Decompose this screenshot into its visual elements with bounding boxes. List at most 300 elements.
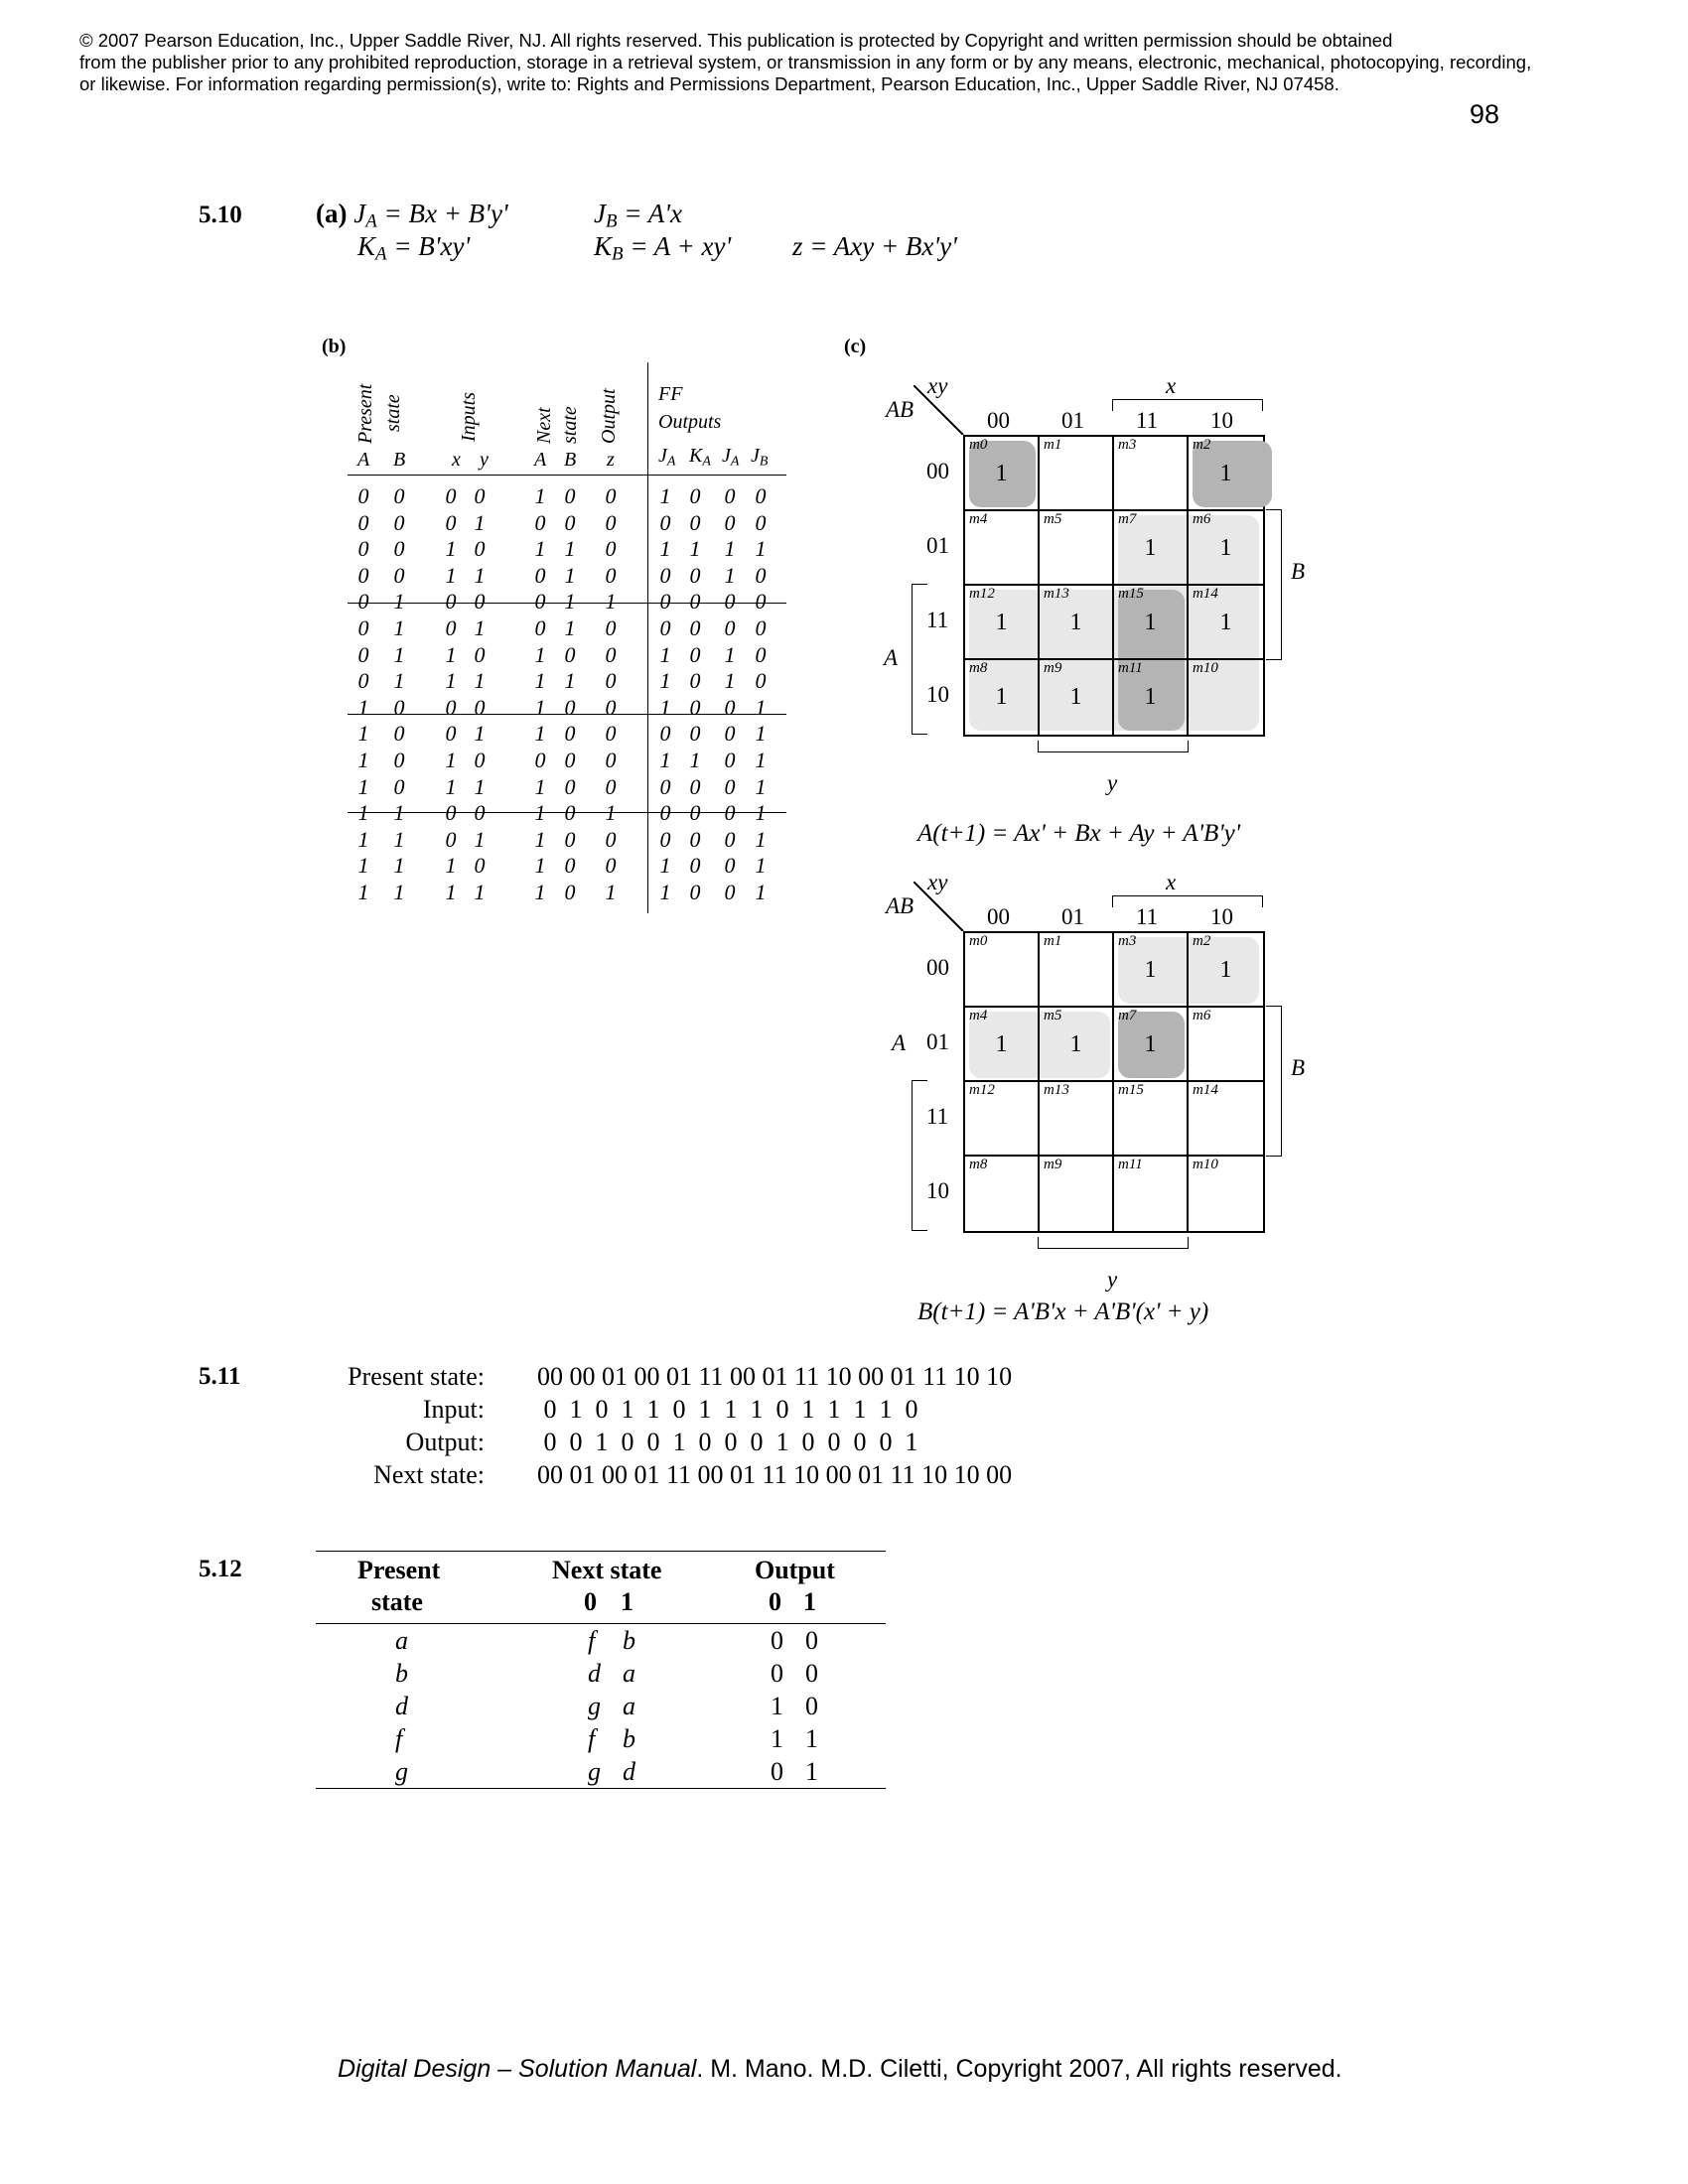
- kmap-value: 1: [1144, 535, 1157, 561]
- table-cell: 0: [689, 800, 701, 826]
- col-y: y: [480, 449, 489, 471]
- table-cell: 0: [605, 483, 617, 508]
- table-cell: 0: [755, 509, 767, 535]
- table-cell: 1: [564, 615, 576, 640]
- table-cell: 1: [605, 880, 617, 904]
- table-cell: 1: [724, 641, 736, 667]
- reduced-table-cell: g: [395, 1757, 408, 1786]
- kmap-cell: [1114, 511, 1189, 586]
- kmap-cell: [965, 1082, 1040, 1157]
- table-cell: 0: [393, 562, 405, 588]
- table-cell: 0: [564, 748, 576, 772]
- table-cell: 0: [605, 536, 617, 562]
- kmap-variable-bracket: [1038, 741, 1189, 752]
- table-cell: 1: [474, 668, 486, 694]
- kmap-value: 1: [1144, 684, 1157, 710]
- reduced-table-cell: a: [623, 1692, 635, 1720]
- problem-number: 5.12: [199, 1556, 242, 1582]
- table-cell: 0: [445, 615, 457, 640]
- minterm-label: m4: [969, 511, 988, 527]
- minterm-label: m10: [1193, 1157, 1218, 1172]
- table-cell: 0: [445, 800, 457, 826]
- seq-values: 00 01 00 01 11 00 01 11 10 00 01 11 10 10 00: [537, 1460, 1013, 1489]
- table-cell: 0: [605, 562, 617, 588]
- reduced-table-cell: 0: [805, 1659, 818, 1688]
- table-cell: 0: [357, 509, 369, 535]
- kmap-variable-bracket: [1266, 1006, 1282, 1157]
- reduced-table-cell: f: [395, 1724, 403, 1753]
- col-A: A: [357, 449, 370, 471]
- reduced-table-cell: 0: [805, 1692, 818, 1720]
- kmap-variable-bracket: [912, 584, 927, 735]
- table-cell: 0: [357, 562, 369, 588]
- minterm-label: m8: [969, 660, 988, 676]
- copyright-line: or likewise. For information regarding permission(s), write to: Rights and Permissions Department, Pearson Education, Inc., Upper Saddle River, NJ 07458.: [79, 73, 1339, 94]
- table-cell: 1: [474, 826, 486, 852]
- kmap-variable-bracket: [1038, 1237, 1189, 1249]
- table-cell: 1: [659, 853, 671, 879]
- table-cell: 1: [689, 536, 701, 562]
- table-cell: 0: [689, 853, 701, 879]
- minterm-label: m13: [1044, 586, 1069, 602]
- col-next-B: B: [564, 449, 577, 471]
- table-cell: 0: [445, 589, 457, 614]
- table-cell: 0: [357, 483, 369, 508]
- kmap-cell: [1189, 1157, 1263, 1231]
- table-cell: 1: [755, 826, 767, 852]
- header-ff-outputs: Outputs: [658, 411, 722, 433]
- table-cell: 0: [393, 773, 405, 799]
- table-cell: 0: [474, 800, 486, 826]
- copyright-line: from the publisher prior to any prohibited reproduction, storage in a retrieval system, or transmission in any form or by any means, electronic, mechanical, photocopying, recording,: [79, 52, 1532, 72]
- kmap-var-b: B: [1291, 1055, 1306, 1080]
- kmap-value: 1: [1219, 461, 1232, 486]
- table-cell: 1: [445, 536, 457, 562]
- table-cell: 1: [393, 668, 405, 694]
- table-cell: 0: [534, 748, 546, 772]
- table-cell: 1: [534, 826, 546, 852]
- table-cell: 1: [659, 880, 671, 904]
- table-cell: 1: [445, 853, 457, 879]
- table-cell: 1: [393, 800, 405, 826]
- table-cell: 1: [393, 826, 405, 852]
- kmap-value: 1: [995, 684, 1008, 710]
- table-cell: 0: [445, 483, 457, 508]
- kmap-value: 1: [1144, 610, 1157, 635]
- kmap-row-label: 01: [926, 1029, 949, 1054]
- minterm-label: m15: [1118, 586, 1144, 602]
- table-cell: 0: [659, 509, 671, 535]
- table-cell: 0: [564, 853, 576, 879]
- kmap-variable-bracket: [1112, 399, 1263, 411]
- kmap-var-y: y: [1107, 1267, 1118, 1292]
- equation-z: z = Axy + Bx'y': [792, 231, 957, 261]
- table-cell: 0: [357, 668, 369, 694]
- table-cell: 0: [445, 826, 457, 852]
- kmap-cell: [1189, 586, 1263, 660]
- table-cell: 0: [605, 668, 617, 694]
- table-cell: 0: [474, 853, 486, 879]
- table-cell: 0: [724, 509, 736, 535]
- part-b-label: (b): [322, 336, 347, 357]
- header-out-0: 0: [769, 1587, 781, 1616]
- reduced-table-cell: f: [588, 1626, 596, 1655]
- kmap-var-xy: xy: [927, 373, 948, 398]
- table-cell: 1: [755, 536, 767, 562]
- header-state: state: [382, 394, 404, 432]
- reduced-table-cell: d: [395, 1692, 408, 1720]
- kmap-col-label: 00: [987, 904, 1010, 929]
- kmap-cell: [1114, 1082, 1189, 1157]
- kmap-cell: [965, 933, 1040, 1008]
- equation-ka: $K_A = B'xy'$: [357, 231, 471, 265]
- table-cell: 1: [393, 853, 405, 879]
- table-cell: 1: [445, 641, 457, 667]
- kmap-value: 1: [1069, 610, 1082, 635]
- table-cell: 1: [659, 483, 671, 508]
- table-cell: 0: [724, 721, 736, 747]
- kmap-cell: [1114, 1008, 1189, 1082]
- footer-title: Digital Design – Solution Manual: [338, 2055, 697, 2083]
- kmap-cell: [1189, 511, 1263, 586]
- col-JA2: $J_A$: [722, 445, 740, 470]
- table-cell: 0: [724, 748, 736, 772]
- table-cell: 0: [659, 589, 671, 614]
- table-cell: 0: [689, 562, 701, 588]
- kmap-cell: [965, 586, 1040, 660]
- reduced-state-table: [316, 1551, 886, 1789]
- kmap-cell: [1114, 437, 1189, 511]
- reduced-table-cell: b: [395, 1659, 408, 1688]
- table-cell: 1: [445, 773, 457, 799]
- kmap-row-label: 00: [926, 955, 949, 980]
- table-cell: 1: [534, 483, 546, 508]
- header-next-state: Next state: [552, 1556, 662, 1584]
- kmap-col-label: 01: [1061, 904, 1084, 929]
- kmap-value: 1: [995, 461, 1008, 486]
- table-cell: 0: [724, 773, 736, 799]
- minterm-label: m11: [1118, 660, 1143, 676]
- table-cell: 0: [393, 748, 405, 772]
- kmap-row-label: 01: [926, 533, 949, 558]
- table-cell: 0: [659, 615, 671, 640]
- header-present: Present: [357, 1556, 441, 1584]
- table-cell: 0: [605, 773, 617, 799]
- table-cell: 0: [564, 509, 576, 535]
- kmap-row-label: 10: [926, 682, 949, 707]
- reduced-table-cell: d: [588, 1659, 601, 1688]
- header-next-state: state: [559, 406, 581, 444]
- minterm-label: m10: [1193, 660, 1218, 676]
- table-cell: 0: [659, 721, 671, 747]
- table-cell: 1: [755, 773, 767, 799]
- kmap-var-y: y: [1107, 770, 1118, 795]
- kmap-cell: [1114, 586, 1189, 660]
- reduced-table-cell: a: [395, 1626, 408, 1655]
- equation-kb: $K_B = A + xy'$: [594, 231, 732, 265]
- table-cell: 0: [689, 773, 701, 799]
- table-cell: 1: [445, 562, 457, 588]
- table-cell: 1: [755, 694, 767, 720]
- kmap-cell: [1040, 437, 1114, 511]
- table-cell: 0: [357, 589, 369, 614]
- seq-label: Next state:: [373, 1460, 485, 1489]
- col-KA: $K_A$: [689, 445, 711, 470]
- table-cell: 0: [393, 721, 405, 747]
- kmap-value: 1: [995, 610, 1008, 635]
- table-cell: 0: [605, 694, 617, 720]
- table-cell: 0: [393, 694, 405, 720]
- table-cell: 1: [393, 641, 405, 667]
- minterm-label: m3: [1118, 437, 1137, 453]
- col-x: x: [452, 449, 461, 471]
- kmap-cell: [1040, 1082, 1114, 1157]
- minterm-label: m7: [1118, 511, 1137, 527]
- kmap-cell: [965, 437, 1040, 511]
- table-cell: 1: [534, 694, 546, 720]
- minterm-label: m0: [969, 437, 988, 453]
- kmap-col-label: 00: [987, 408, 1010, 433]
- table-cell: 0: [659, 826, 671, 852]
- table-cell: 1: [534, 536, 546, 562]
- minterm-label: m12: [969, 1082, 995, 1098]
- table-cell: 1: [445, 880, 457, 904]
- table-cell: 0: [445, 694, 457, 720]
- table-cell: 0: [724, 483, 736, 508]
- table-cell: 0: [605, 853, 617, 879]
- table-cell: 0: [689, 615, 701, 640]
- table-cell: 0: [659, 773, 671, 799]
- table-cell: 1: [357, 694, 369, 720]
- kmap-value: 1: [995, 1031, 1008, 1057]
- table-cell: 0: [605, 641, 617, 667]
- reduced-table-cell: g: [588, 1692, 601, 1720]
- table-cell: 1: [357, 826, 369, 852]
- minterm-label: m9: [1044, 1157, 1062, 1172]
- header-state: state: [371, 1587, 423, 1616]
- minterm-label: m13: [1044, 1082, 1069, 1098]
- table-cell: 1: [534, 853, 546, 879]
- table-cell: 1: [755, 748, 767, 772]
- table-cell: 1: [393, 589, 405, 614]
- table-cell: 0: [689, 694, 701, 720]
- kmap-row-label: 11: [926, 608, 949, 632]
- table-cell: 0: [605, 509, 617, 535]
- table-cell: 1: [534, 800, 546, 826]
- kmap-cell: [965, 511, 1040, 586]
- kmap-corner-diagonal: [914, 882, 973, 931]
- kmap-variable-bracket: [1112, 895, 1263, 907]
- minterm-label: m2: [1193, 933, 1211, 949]
- table-cell: 0: [393, 536, 405, 562]
- table-cell: 0: [605, 748, 617, 772]
- kmap-cell: [965, 660, 1040, 735]
- problem-number: 5.11: [199, 1363, 241, 1390]
- kmap-cell: [1114, 660, 1189, 735]
- table-cell: 0: [689, 641, 701, 667]
- table-cell: 0: [393, 483, 405, 508]
- table-cell: 0: [724, 589, 736, 614]
- kmap-cell: [1040, 1008, 1114, 1082]
- table-cell: 1: [534, 668, 546, 694]
- minterm-label: m0: [969, 933, 988, 949]
- reduced-table-cell: b: [623, 1626, 635, 1655]
- col-next-A: A: [534, 449, 547, 471]
- equation-ja: (a) $J_A = Bx + B'y'$: [316, 199, 508, 232]
- table-cell: 0: [474, 536, 486, 562]
- equation-jb: $J_B = A'x$: [594, 199, 683, 232]
- table-cell: 0: [474, 641, 486, 667]
- kmap-grid: [963, 931, 1265, 1233]
- table-cell: 0: [689, 509, 701, 535]
- reduced-table-body: [316, 1624, 886, 1788]
- part-c-label: (c): [844, 336, 867, 357]
- header-next-0: 0: [584, 1587, 597, 1616]
- minterm-label: m14: [1193, 1082, 1218, 1098]
- table-cell: 0: [445, 721, 457, 747]
- table-cell: 0: [393, 509, 405, 535]
- minterm-label: m1: [1044, 437, 1062, 453]
- kmap-col-label: 11: [1136, 904, 1159, 929]
- equation-a-next: A(t+1) = Ax' + Bx + Ay + A'B'y': [917, 820, 1241, 847]
- kmap-cell: [1040, 1157, 1114, 1231]
- table-cell: 0: [724, 615, 736, 640]
- kmap-cell: [1189, 660, 1263, 735]
- copyright-line: © 2007 Pearson Education, Inc., Upper Saddle River, NJ. All rights reserved. This publication is protected by Copyright and written permission should be obtained: [79, 30, 1393, 51]
- table-cell: 1: [564, 536, 576, 562]
- table-cell: 1: [755, 853, 767, 879]
- kmap-col-label: 01: [1061, 408, 1084, 433]
- minterm-label: m6: [1193, 511, 1211, 527]
- table-cell: 1: [474, 880, 486, 904]
- minterm-label: m6: [1193, 1008, 1211, 1024]
- minterm-label: m2: [1193, 437, 1211, 453]
- table-cell: 1: [474, 773, 486, 799]
- table-cell: 0: [724, 694, 736, 720]
- table-cell: 0: [659, 562, 671, 588]
- col-JA: $J_A$: [658, 445, 676, 470]
- table-cell: 0: [564, 483, 576, 508]
- table-cell: 1: [474, 562, 486, 588]
- kmap-cell: [1189, 1082, 1263, 1157]
- reduced-table-cell: 0: [805, 1626, 818, 1655]
- kmap-cell: [1040, 511, 1114, 586]
- table-cell: 1: [474, 509, 486, 535]
- table-cell: 0: [564, 880, 576, 904]
- table-cell: 1: [755, 800, 767, 826]
- col-B: B: [393, 449, 406, 471]
- table-cell: 1: [659, 748, 671, 772]
- table-cell: 1: [564, 562, 576, 588]
- table-cell: 1: [357, 748, 369, 772]
- table-cell: 1: [445, 748, 457, 772]
- seq-label: Present state:: [348, 1362, 485, 1391]
- kmap-var-ab: AB: [886, 893, 914, 918]
- table-cell: 1: [393, 615, 405, 640]
- table-cell: 0: [445, 509, 457, 535]
- problem-number: 5.10: [199, 202, 242, 228]
- header-inputs: Inputs: [458, 392, 480, 442]
- reduced-table-cell: a: [623, 1659, 635, 1688]
- table-cell: 1: [534, 721, 546, 747]
- minterm-label: m9: [1044, 660, 1062, 676]
- kmap-cell: [1040, 660, 1114, 735]
- minterm-label: m1: [1044, 933, 1062, 949]
- table-cell: 1: [445, 668, 457, 694]
- kmap-value: 1: [1069, 1031, 1082, 1057]
- kmap-cell: [965, 1157, 1040, 1231]
- table-cell: 1: [659, 668, 671, 694]
- equation-b-next: B(t+1) = A'B'x + A'B'(x' + y): [917, 1298, 1209, 1325]
- header-output: Output: [598, 388, 620, 444]
- table-cell: 1: [357, 773, 369, 799]
- kmap-cell: [965, 1008, 1040, 1082]
- kmap-row-label: 11: [926, 1104, 949, 1129]
- part-a-label: (a): [316, 199, 348, 228]
- col-JB: $J_B$: [751, 445, 769, 470]
- kmap-cell: [1040, 586, 1114, 660]
- kmap-cell: [1114, 1157, 1189, 1231]
- kmap-var-a: A: [892, 1030, 907, 1055]
- table-cell: 1: [474, 721, 486, 747]
- kmap-value: 1: [1219, 610, 1232, 635]
- table-cell: 1: [534, 773, 546, 799]
- table-cell: 0: [689, 589, 701, 614]
- table-cell: 0: [689, 826, 701, 852]
- reduced-table-cell: 1: [805, 1757, 818, 1786]
- table-cell: 0: [357, 536, 369, 562]
- table-cell: 1: [755, 880, 767, 904]
- table-cell: 0: [564, 721, 576, 747]
- kmap-var-a: A: [884, 645, 899, 670]
- kmap-col-label: 10: [1210, 904, 1233, 929]
- footer-text: . M. Mano. M.D. Ciletti, Copyright 2007, All rights reserved.: [696, 2055, 1342, 2083]
- reduced-table-cell: 1: [771, 1724, 783, 1753]
- kmap-row-label: 00: [926, 459, 949, 483]
- table-cell: 0: [534, 509, 546, 535]
- table-cell: 1: [357, 721, 369, 747]
- table-cell: 0: [534, 615, 546, 640]
- header-ff: FF: [658, 383, 683, 405]
- table-cell: 1: [357, 853, 369, 879]
- minterm-label: m5: [1044, 1008, 1062, 1024]
- kmap-corner-diagonal: [914, 385, 973, 435]
- header-output: Output: [755, 1556, 835, 1584]
- kmap-value: 1: [1069, 684, 1082, 710]
- reduced-table-cell: d: [623, 1757, 635, 1786]
- kmap-cell: [1189, 437, 1263, 511]
- header-present: Present: [354, 383, 376, 444]
- kmap-cell: [1114, 933, 1189, 1008]
- page-number: 98: [1469, 99, 1499, 129]
- table-cell: 0: [689, 880, 701, 904]
- table-cell: 0: [724, 800, 736, 826]
- header-out-1: 1: [803, 1587, 816, 1616]
- kmap-var-xy: xy: [927, 870, 948, 894]
- table-cell: 0: [689, 668, 701, 694]
- table-cell: 0: [357, 641, 369, 667]
- table-cell: 1: [724, 562, 736, 588]
- table-cell: 0: [564, 826, 576, 852]
- table-cell: 0: [605, 721, 617, 747]
- table-cell: 0: [534, 562, 546, 588]
- reduced-table-cell: f: [588, 1724, 596, 1753]
- minterm-label: m4: [969, 1008, 988, 1024]
- kmap-cell: [1189, 1008, 1263, 1082]
- kmap-var-b: B: [1291, 559, 1306, 584]
- table-cell: 0: [605, 826, 617, 852]
- minterm-label: m8: [969, 1157, 988, 1172]
